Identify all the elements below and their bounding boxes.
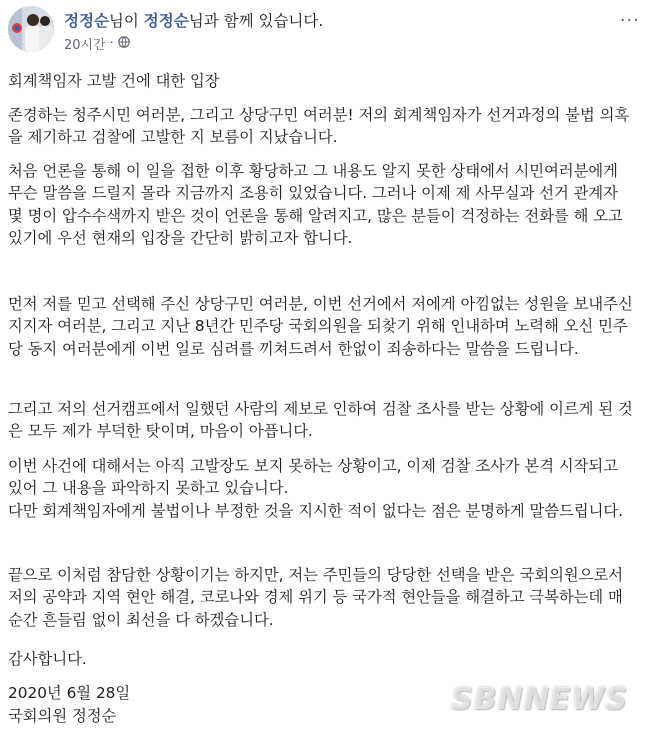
- post-date: 2020년 6월 28일: [8, 684, 131, 702]
- post-header: [0, 0, 650, 60]
- post-paragraph-6: 끝으로 이처럼 참담한 상황이기는 하지만, 저는 주민들의 당당한 선택을 받은 국회의원으로서 저의 공약과 지역 현안 해결, 코로나와 경제 위기 등 국가적 현안들을 해결하고 극복하는데 매 순간 흔들림 없이 최선을 다 하겠습니다.: [8, 566, 624, 629]
- author-line: [64, 9, 323, 31]
- globe-icon[interactable]: [118, 36, 130, 52]
- tagged-person-link[interactable]: 정정순: [143, 12, 189, 30]
- with-text-2: 님과 함께 있습니다.: [188, 12, 324, 30]
- post-meta: 20시간 ·: [64, 34, 130, 53]
- post-paragraph-4: 그리고 저의 선거캠프에서 일했던 사람의 제보로 인하여 검찰 조사를 받는 상황에 이르게 된 것은 모두 제가 부덕한 탓이며, 마음이 아픕니다.: [8, 400, 633, 441]
- post-title: 회계책임자 고발 건에 대한 입장: [8, 72, 220, 90]
- post-paragraph-3: 먼저 저를 믿고 선택해 주신 상당구민 여러분, 이번 선거에서 저에게 아낌없는 성원을 보내주신 지지자 여러분, 그리고 지난 8년간 민주당 국회의원을 되찾기 위해 인내하며 노력해 오신 민주당 동지 여러분에게 이번 일로 심려를 끼쳐드려서 한없이 죄송하다는 말씀을 드립니다.: [8, 295, 633, 358]
- with-text-1: 님이: [108, 12, 144, 30]
- author-name-link[interactable]: 정정순: [64, 12, 109, 30]
- post-paragraph-1: 존경하는 청주시민 여러분, 그리고 상당구민 여러분! 저의 회계책임자가 선거과정의 불법 의혹을 제기하고 검찰에 고발한 지 보름이 지났습니다.: [8, 106, 630, 147]
- post-signature: 국회의원 정정순: [8, 707, 117, 725]
- post-timestamp[interactable]: 20시간: [64, 38, 106, 53]
- post-paragraph-2: 처음 언론을 통해 이 일을 접한 이후 황당하고 그 내용도 알지 못한 상태에서 시민여러분에게 무슨 말씀을 드릴지 몰라 지금까지 조용히 있었습니다. 그러나 이제 제 사무실과 선거 관계자 몇 명이 압수수색까지 받은 것이 언론을 통해 알려지고, 많은 분들이 걱정하는 전화를 해 오고 있기에 우선 현재의 입장을 간단히 밝히고자 합니다.: [8, 162, 623, 248]
- news-watermark: SBNNEWS: [451, 682, 628, 717]
- post-closing: 감사합니다.: [8, 650, 87, 668]
- profile-avatar[interactable]: [8, 6, 54, 52]
- more-options-button[interactable]: ···: [619, 10, 640, 31]
- post-paragraph-5: 이번 사건에 대해서는 아직 고발장도 보지 못하는 상황이고, 이제 검찰 조사가 본격 시작되고 있어 그 내용을 파악하지 못하고 있습니다. 다만 회계책임자에게 불법이나 부정한 것을 지시한 적이 없다는 점은 분명하게 말씀드립니다.: [8, 457, 624, 520]
